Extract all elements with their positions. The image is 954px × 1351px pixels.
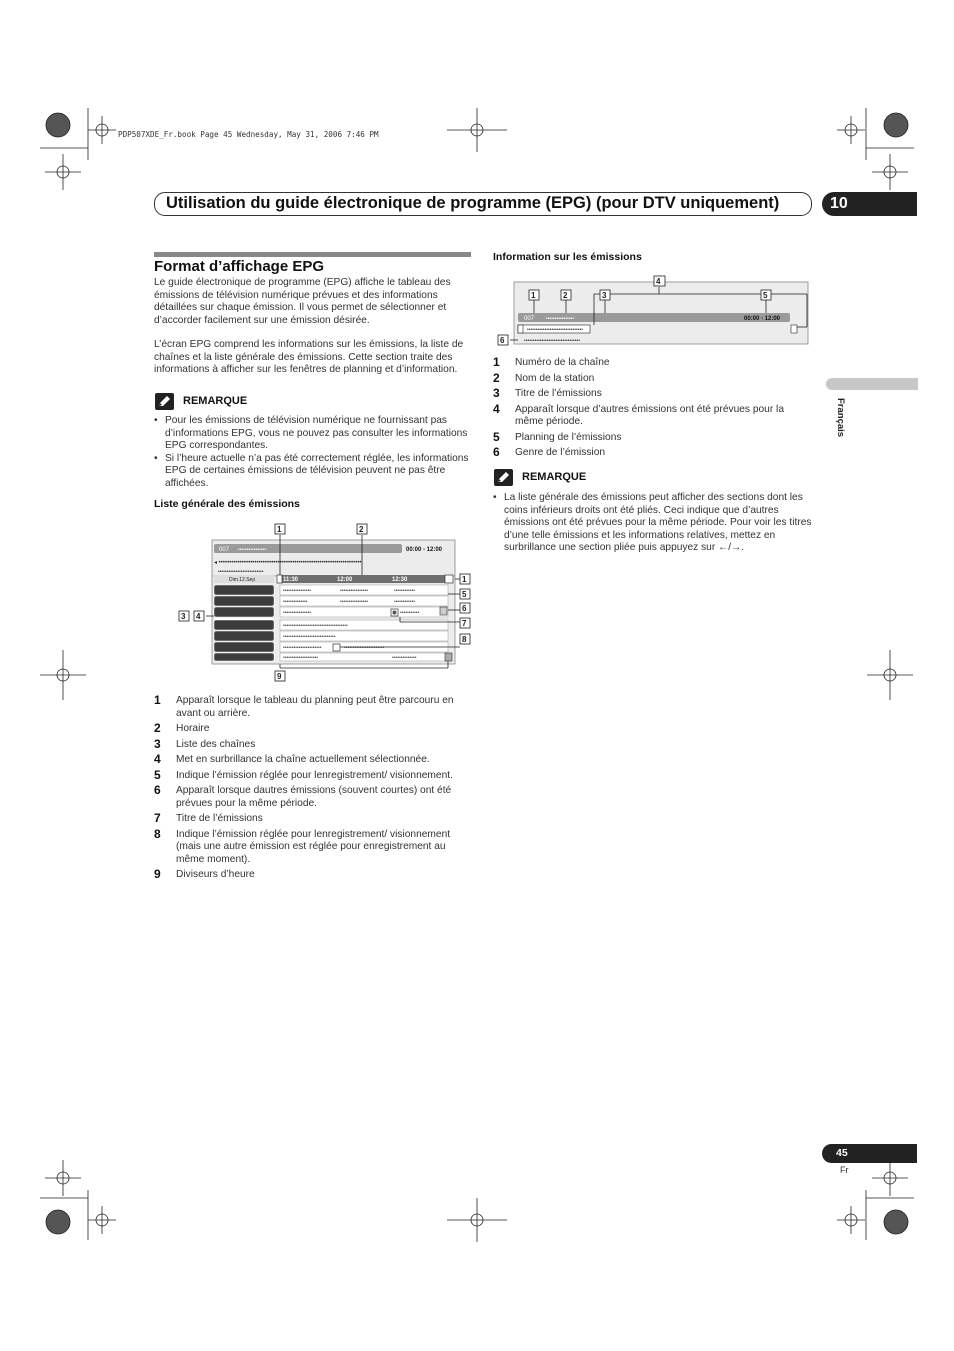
svg-text:••••••••••••••••••••••••••••••: •••••••••••••••••••••••••••••••• <box>527 327 584 333</box>
info-callout-1: 1 <box>531 291 536 300</box>
legend-item: 7 Titre de l’émissions <box>154 811 263 825</box>
note-pencil-icon <box>494 469 513 486</box>
svg-text:••••••••••••••••: •••••••••••••••• <box>238 547 267 553</box>
language-tab <box>826 378 918 390</box>
svg-text:••••••••••••: •••••••••••• <box>394 588 416 594</box>
info-time-range: 00:00 - 12:00 <box>744 316 781 322</box>
callout-2: 2 <box>359 525 364 534</box>
note-pencil-icon <box>155 393 174 410</box>
callout-9: 9 <box>277 672 282 681</box>
note-item: • La liste générale des émissions peut afficher des sections dont les coins inférieurs droits ont été pliés. Ceci indique que d’autres émissions ont été prévues pour la même période. Pour voir les titres d’une telle émissions et les informations relatives, mettez en surbrillance une section pliée puis appuyez sur ←/→. <box>493 492 813 555</box>
callout-6: 6 <box>462 604 467 613</box>
svg-text:••••••••••••••••: •••••••••••••••• <box>283 610 312 616</box>
section-bar <box>154 252 471 257</box>
legend-item: 9 Diviseurs d’heure <box>154 867 255 881</box>
svg-text:•••••••••••: ••••••••••• <box>400 610 420 616</box>
svg-text:◂ ••••••••••••••••••••••••••••: ◂ •••••••••••••••••••••••••••••••••••••••••••••••••••••••••••••••••••• <box>214 560 362 566</box>
callout-1-top: 1 <box>277 525 282 534</box>
intro-paragraph-2: L’écran EPG comprend les informations sur les émissions, la liste de chaînes et la liste générale des émissions. Cette section traite des informations à afficher sur les fenêtres de planning et d’information. <box>154 339 464 375</box>
legend-item: 5 Indique l’émission réglée pour lenregistrement/ visionnement. <box>154 767 453 782</box>
chapter-title: Utilisation du guide électronique de programme (EPG) (pour DTV uniquement) <box>166 194 780 212</box>
schedule-legend <box>154 695 472 885</box>
info-callout-4: 4 <box>656 277 661 286</box>
legend-item: 4 Met en surbrillance la chaîne actuellement sélectionnée. <box>154 752 430 766</box>
callout-4: 4 <box>196 612 201 621</box>
schedule-date: Dim.12.Sep <box>229 577 256 583</box>
note-item: • Si l’heure actuelle n’a pas été correctement réglée, les informations EPG de certaines émissions de télévision peuvent ne pas être affichées. <box>154 453 472 491</box>
legend-item: 8 Indique l’émission réglée pour lenregistrement/ visionnement (mais une autre émission est réglée pour enregistrement au même moment). <box>154 826 451 865</box>
svg-text:••••••••••••••••••••: •••••••••••••••••••• <box>283 655 319 661</box>
legend-item: 3 Titre de l’émissions <box>493 386 602 400</box>
chapter-number: 10 <box>822 192 917 216</box>
note-heading: REMARQUE <box>522 471 587 483</box>
svg-text:••••••••••••••••••••••••••••••: •••••••••••••••••••••••••••••• <box>283 634 336 640</box>
info-diagram <box>494 272 814 350</box>
legend-item: 5 Planning de l’émissions <box>493 429 622 444</box>
info-callout-6: 6 <box>500 336 505 345</box>
svg-text:••••••••••••••••••••••: •••••••••••••••••••••• <box>283 645 322 651</box>
legend-item: 6 Apparaît lorsque dautres émissions (souvent courtes) ont été prévues pour la même période. <box>154 783 452 809</box>
svg-text:•••••••••••••••••••••••: ••••••••••••••••••••••• <box>344 645 385 651</box>
svg-text:••••••••••••••: •••••••••••••• <box>392 655 417 661</box>
info-callout-2: 2 <box>563 291 568 300</box>
schedule-heading: Liste générale des émissions <box>154 498 300 510</box>
note-list <box>154 415 472 490</box>
info-heading: Information sur les émissions <box>493 251 642 263</box>
page-number: 45 <box>822 1144 917 1163</box>
legend-item: 1 Apparaît lorsque le tableau du planning peut être parcouru en avant ou arrière. <box>154 693 454 719</box>
schedule-channel: 007 <box>219 547 230 553</box>
info-callout-5: 5 <box>763 291 768 300</box>
section-title: Format d’affichage EPG <box>154 258 325 275</box>
language-label: Français <box>835 398 846 438</box>
note-heading: REMARQUE <box>183 395 248 407</box>
svg-text:••••••••••••••••: •••••••••••••••• <box>340 599 369 605</box>
legend-item: 6 Genre de l’émission <box>493 445 606 459</box>
schedule-time-1: 11:30 <box>283 577 299 583</box>
page-language: Fr <box>840 1165 849 1175</box>
svg-text:••••••••••••••••: •••••••••••••••• <box>340 588 369 594</box>
legend-item: 2 Horaire <box>154 721 210 735</box>
legend-item: 4 Apparaît lorsque d’autres émissions ont été prévues pour la même période. <box>493 401 784 427</box>
note-list <box>493 492 813 555</box>
info-channel: 007 <box>524 316 535 322</box>
svg-text:••••••••••••••••••••••••••••••: •••••••••••••••••••••••••••••••• <box>524 338 581 344</box>
schedule-diagram <box>170 518 480 688</box>
callout-3: 3 <box>181 612 186 621</box>
legend-item: 3 Liste des chaînes <box>154 736 256 751</box>
schedule-time-range: 00:00 - 12:00 <box>406 547 443 553</box>
callout-8: 8 <box>462 635 467 644</box>
svg-text:••••••••••••••••••••••••••: •••••••••••••••••••••••••• <box>218 569 264 575</box>
svg-text:••••••••••••••: •••••••••••••• <box>283 599 308 605</box>
print-header: PDP507XDE_Fr.book Page 45 Wednesday, May 31, 2006 7:46 PM <box>118 130 379 139</box>
schedule-time-2: 12:00 <box>337 577 353 583</box>
callout-7: 7 <box>462 619 467 628</box>
callout-1-right: 1 <box>462 575 467 584</box>
info-legend <box>493 357 813 463</box>
svg-text:••••••••••••: •••••••••••• <box>394 599 416 605</box>
legend-item: 1 Numéro de la chaîne <box>493 355 610 369</box>
schedule-time-3: 12:30 <box>392 577 408 583</box>
svg-text:••••••••••••••••: •••••••••••••••• <box>283 588 312 594</box>
legend-item: 2 Nom de la station <box>493 370 595 385</box>
svg-text:••••••••••••••••: •••••••••••••••• <box>546 316 575 322</box>
note-item: • Pour les émissions de télévision numérique ne fournissant pas d’informations EPG, vous ne pouvez pas consulter les informations EPG correspondantes. <box>154 415 472 453</box>
info-callout-3: 3 <box>602 291 607 300</box>
intro-paragraph-1: Le guide électronique de programme (EPG) affiche le tableau des émissions de télévision numérique prévues et des informations détaillées sur chaque émission. Il vous permet de sélectionner et d’accorder facilement sur une émission désirée. <box>154 277 451 326</box>
svg-text:••••••••••••••••••••••••••••••: ••••••••••••••••••••••••••••••••••••• <box>283 623 348 629</box>
callout-5: 5 <box>462 590 467 599</box>
